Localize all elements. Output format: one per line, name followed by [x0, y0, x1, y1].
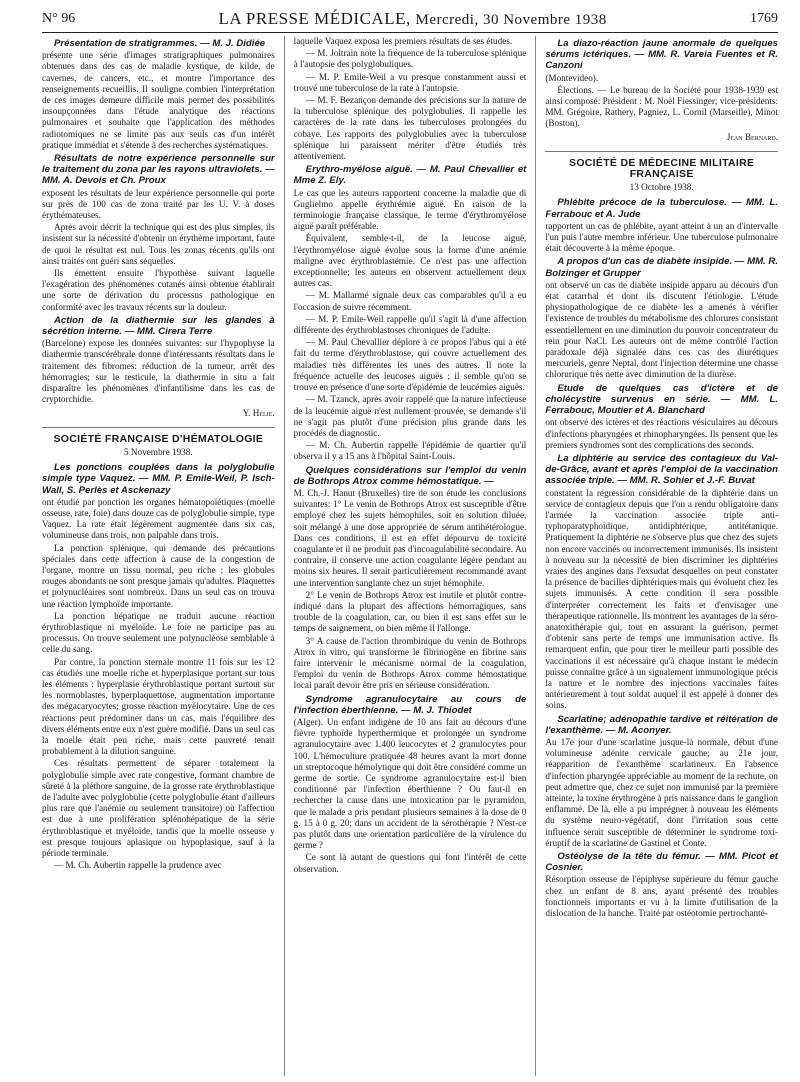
paragraph: — M. Tzanck, après avoir rappelé que la nature infectieuse de la leucémie aiguë n'est nullement prouvée, se demande s'il ne s'agit pas plutôt d'une précision plus grande dans les procédés de diagnostic. [293, 394, 527, 438]
article-title: Phlébite précoce de la tuberculose. — MM. L. Ferrabouc et A. Jude [545, 197, 779, 220]
page-header [42, 6, 778, 33]
article-title: Quelques considérations sur l'emploi du venin de Bothrops Atrox comme hémostatique. — [293, 464, 527, 487]
paragraph: M. Ch.-J. Hanut (Bruxelles) tire de son étude les conclusions suivantes: 1° Le venin de Bothrops Atrox est susceptible d'être employé chez les sujets hémophiles, soit en solution diluée, soit mélangé à une dose appropriée de sérum antihétérologue. Dans ces conditions, il est en effet dépourvu de toxicité coagulante et il ne produit pas d'incoagulabilité secondaire. Au contraire, il conserve une action coagulante légère pendant au moins six heures. Il serait particulièrement recommandé avant une intervention sanglante chez un sujet hémophile. [293, 487, 527, 588]
paragraph: (Montevideo). [545, 72, 599, 83]
article-title: Action de la diathermie sur les glandes à sécrétion interne. — MM. Cirera Terre [42, 314, 275, 338]
paragraph: La ponction splénique, qui demande des précautions spéciales dans cette affection à cause de la congestion de l'organe, montre un tissu normal, peu riche ; les globules rouges abondants ne sont presque jamais qu'adultes. Plaquettes et polynucléaires sont nombreux. Dans un seul cas on trouva une réaction lymphoïde importante. [42, 542, 275, 609]
paragraph: exposent les résultats de leur expérience personnelle qui porte sur près de 100 cas de zona traité par les U. V. à doses érythémateuses. [42, 187, 275, 221]
page-number: 1769 [750, 11, 778, 26]
paragraph: La ponction hépatique ne traduit aucune réaction érythroblastique ni myéloïde. Le foie ne participe pas au processus. On trouve seulement une polynucléose semblable à celle du sang. [42, 610, 275, 655]
issue-date: Mercredi, 30 Novembre 1938 [415, 12, 607, 28]
journal-title [218, 9, 606, 29]
paragraph: Ce sont là autant de questions qui font l'intérêt de cette observation. [293, 852, 527, 874]
article-title: Etude de quelques cas d'ictère et de cholécystite survenus en série. — MM. L. Ferrabouc, Moutier et A. Blanchard [545, 382, 779, 417]
article-title: Présentation de stratigrammes. — M. J. Didiée [54, 38, 266, 49]
article-title: La diphtérie au service des contagieux du Val-de-Grâce, avant et après l'emploi de la vaccination associée triple. — MM. R. Sohier et J.-F. Buvat [545, 452, 779, 487]
article-title: Résultats de notre expérience personnelle sur le traitement du zona par les rayons ultraviolets. — MM. A. Devois et Ch. Proux [42, 153, 275, 187]
section-heading: SOCIÉTÉ FRANÇAISE D'HÉMATOLOGIE [42, 427, 275, 445]
article-title: La diazo-réaction jaune anormale de quelques sérums ictériques. — MM. R. Vareia Fuentes et R. Canzoni [545, 38, 779, 72]
column-2 [284, 36, 536, 1076]
column-3 [535, 36, 778, 1076]
paragraph: présente une série d'images stratigraphiques pulmonaires obtenues dans des cas de maladie kystique, de kilde, de cavernes, de cancers, etc., et montre l'importance des renseignements recueillis. Il souligne combien l'interprétation de ces images demeure difficile mais permet des possibilités insoupçonnées dans l'étude analytique des réactions pulmonaires et souhaite que l'application des méthodes radiotomiques ne se limite pas aux seuls cas d'un intérêt pratique immédiat et s'étende à des recherches systématiques. [42, 50, 275, 150]
paragraph: — M. F. Bezançon demande des précisions sur la nature de la tuberculose splénique des polyglobulies. Il rappelle les caractères de la rate dans les tuberculoses prolongées du cobaye. Les rapports des polyglobulies avec la tuberculose splénique lui paraissent mériter d'être étudiés très attentivement. [293, 95, 527, 162]
article-title: A propos d'un cas de diabète insipide. — MM. R. Bolzinger et Grupper [545, 256, 779, 279]
signature: Y. Hélie. [242, 407, 275, 418]
section-date: 5 Novembre 1938. [124, 446, 193, 457]
article-title: Syndrome agranulocytaire au cours de l'infection éberthienne. — M. J. Thiodet [293, 693, 527, 716]
paragraph: Ces résultats permettent de séparer totalement la polyglobulie simple avec rate congestive, formant chambre de sûreté à la pléthore sanguine, de la grosse rate érythroblastique de l'adulte avec polyglobulie (cette polyglobulie étant d'ailleurs plus rare que l'anémie ou seulement transitoire) où l'affection est due à une prolifération splénohépatique de la série érythroblastique et myéloïde, tandis que la moelle osseuse y est presque toujours aplasique ou hypoplasique, sauf à la période terminale. [42, 758, 275, 859]
paragraph: — M. Ch. Aubertin rappelle l'épidémie de quartier qu'il observa il y a 15 ans à l'hôpital Saint-Louis. [293, 440, 527, 462]
paragraph: Au 17e jour d'une scarlatine jusque-là normale, début d'une volumineuse adénite cervicale gauche; au 21e jour, réapparition de l'exanthème scarlatineux. En l'absence d'infection pharyngée appréciable au moment de la rechute, on peut admettre que, chez ce sujet non immunisé par la première atteinte, la toxine érythrogène à pris naissance dans le ganglion enflammé. De là, elle a pu imprégner à nouveau les éléments du système neuro-végétatif, dont l'irritation sous cette influence serait susceptible de déterminer le syndrome toxi-éruptif de la scarlatine de Gastinel et Conte. [545, 736, 779, 848]
signature: Jean Bernard. [726, 131, 779, 142]
paragraph: Ils émettent ensuite l'hypothèse suivant laquelle l'exagération des phénomènes cutanés ainsi obtenue établirait une sorte de dérivation du processus pathologique en conformité avec les travaux récents sur la douleur. [42, 268, 275, 312]
paragraph: 2° Le venin de Bothrops Atrox est inutile et plutôt contre-indiqué dans la plupart des affections hémorragiques, sans trouble de la coagulation, car, ou bien il est sans effet sur le temps de saignement, ou bien même il l'allonge. [293, 589, 527, 634]
paragraph: — M. Mallarmé signale deux cas comparables qu'il a eu l'occasion de suivre récemment. [293, 290, 527, 312]
section-heading: SOCIÉTÉ DE MÉDECINE MILITAIRE FRANÇAISE [545, 151, 778, 180]
article-title: Ostéolyse de la tête du fémur. — MM. Picot et Cosnier. [545, 851, 779, 874]
paragraph: — M. Joltrain note la fréquence de la tuberculose splénique à l'autopsie des polyglobuliques. [293, 48, 527, 70]
paragraph: — M. Paul Chevallier déplore à ce propos l'abus qui a été fait du terme d'érythroblastose, qui couvre actuellement des maladies très différentes les unes des autres. Il note la fréquence actuelle des leucoses aiguës ; il semble qu'on se trouve en présence d'une sorte d'épidémie de leucémies aiguës. [293, 337, 527, 393]
issue-number: N° 96 [42, 11, 76, 26]
paragraph: Par contre, la ponction sternale montre 11 fois sur les 12 cas étudiés une moelle riche et hyperplasique portant sur tous les éléments : hyperplasie érythroblastique portant surtout sur les normoblastes, hyperplaquettose, augmentation importante des mégacaryocytes; grosse réaction myélocytaire. Une de ces réactions peut prédominer dans un cas, mais l'équilibre des divers éléments entre eux n'est guère modifié. Dans un seul cas la moelle était peu riche, mais cette pauvreté tenait probablement à la dilution sanguine. [42, 656, 275, 757]
column-1 [42, 36, 284, 1076]
article-title: Erythro-myélose aiguë. — M. Paul Chevallier et Mme Z. Ely. [293, 164, 527, 187]
paragraph: — M. P. Emile-Weil rappelle qu'il s'agit là d'une affection différente des érythroblastoses chroniques de l'adulte. [293, 313, 527, 336]
paragraph: (Barcelone) expose les données suivantes: sur l'hypophyse la diathermie transcérébrale donne d'intéressants résultats dans le traitement des fibromes: réduction de la tumeur, arrêt des hémorragies; sur le testicule, la diathermie in situ a fait disparaître les phénomènes d'infantilisme dans les cas de cryptorchidie. [42, 338, 275, 405]
paragraph: Élections. — Le bureau de la Société pour 1938-1939 est ainsi composé: Président : M. Noël Fiessinger; vice-présidents: MM. Grégoire, Rathery, Pagniez, L. Cornil (Marseille), Minot (Boston). [545, 84, 779, 129]
paragraph: Résorption osseuse de l'épiphyse supérieure du fémur gauche chez un enfant de 8 ans, ayant présenté des troubles fonctionnels importants et vu à la limite d'utilisation de la dislocation de la hanche. Traité par ostéotomie pertrochanté- [545, 874, 779, 919]
article-title: Les ponctions couplées dans la polyglobulie simple type Vaquez. — MM. P. Emile-Weil, P. Isch-Wall, S. Perlès et Asckenazy [42, 462, 275, 496]
paragraph: Équivalent, semble-t-il, de la leucose aiguë, l'érythromyélose aiguë évolue sous la forme d'une anémie maligne avec érythroblastémie. Ce n'est pas une affection exceptionnelle; les auteurs en observent actuellement deux autres cas. [293, 233, 527, 289]
paragraph: constatent la régression considérable de la diphtérie dans un service de contagieux depuis que l'on a rendu obligatoire dans l'armée la vaccination associée triple anti-typhoparatyphoïdique, antidiphtérique, antitétanique. Pratiquement la diphtérie ne s'observe plus que chez des sujets non encore vaccinés ou incorrectement immunisés. Ils insistent à nouveau sur la nécessité de bien discriminer les diphtéries vraies des angines dans l'exsudat desquelles on peut constater la présence de bacilles diphtériques mais qui évoluent chez les sujets immunisés. A cette condition il sera possible d'interpréter correctement les faits et d'envisager une thérapeutique rationnelle. Ils montrent les avantages de la séro-anatoxithérapie qui, tout en assurant la guérison, permet d'obtenir sans perte de temps une immunisation active. Ils remarquent enfin, que pour tirer le meilleur parti possible des vaccinations il est nécessaire qu'à chaque instant le médecin puisse connaître grâce à un signalement immunologique précis la nature et le nombre des injections vaccinales faites antérieurement à tout soldat auquel il est appelé à donner des soins. [545, 487, 779, 711]
paragraph: rapportent un cas de phlébite, ayant atteint à un an d'intervalle l'un puis l'autre membre inférieur. Une tuberculose pulmonaire était découverte à la même époque. [545, 220, 779, 254]
paragraph: — M. P. Emile-Weil a vu presque constamment aussi et trouvé une tuberculose de la rate à l'autopsie. [293, 71, 527, 93]
section-date: 13 Octobre 1938. [629, 182, 694, 193]
columns [42, 36, 778, 1076]
paragraph: ont observé un cas de diabète insipide apparu au décours d'un état catarrhal et dont ils discutent l'étiologie. L'étude physiopathologique de ce diabète les a amenés à vérifier l'existence de troubles du métabolisme des chlorures consistant essentiellement en une diminution du pouvoir concentrateur du rein pour NaCl. Les auteurs ont de même contrôlé l'action paradoxale déjà signalée dans ces cas des diurétiques mercuriels, genre Neptal, dont l'injection détermine une chasse chlorurique très nette avec diminution de la diurèse. [545, 279, 779, 380]
paragraph: — M. Ch. Aubertin rappelle la prudence avec [54, 860, 222, 871]
paragraph: Après avoir décrit la technique qui est des plus simples, ils insistent sur la nécessité d'obtenir un érythème important, faute de quoi le résultat est nul. Tous les zonas récents qu'ils ont ainsi traités ont guéri sans séquelles. [42, 222, 275, 266]
paragraph: ont étudié par ponction les organes hématopoïétiques (moelle osseuse, rate, foie) dans douze cas de polyglobulie simple, type Vaquez. La rate était légèrement augmentée dans six cas, volumineuse dans trois, non palpable dans trois. [42, 496, 275, 541]
paragraph: laquelle Vaquez exposa les premiers résultats de ses études. [293, 36, 513, 46]
paragraph: (Alger). Un enfant indigène de 10 ans fait au décours d'une fièvre typhoïde hyperthermique et prolongée un syndrome agranulocytaire avec 1.400 leucocytes et 2 granulocytes pour 100. L'hémoculture pratiquée 48 heures avant la mort donne un streptocoque hémolytique qui doit être considéré comme un germe de sortie. Ce syndrome agranulocytaire est-il bien conditionné par l'infection éberthienne ? Ou faut-il en rechercher la cause dans une intoxication par le pyramidon, que le malade a pris pendant plusieurs semaines à la dose de 0 g. 15 à 0 g. 20; dans un accident de la sérothérapie ? N'est-ce pas plutôt dans une orientation particulière de la virulence du germe ? [293, 716, 527, 851]
paragraph: Le cas que les auteurs rapportent concerne la maladie que di Guglielmo appelle érythrémie aiguë. En raison de la terminologie française classique, le terme d'érythromyélose aiguë paraît préférable. [293, 187, 527, 232]
paragraph: 3° A cause de l'action thrombinique du venin de Bothrops Atrox in vitro, qui transforme le fibrinogène en fibrine sans faire intervenir le mécanisme normal de la coagulation, l'emploi du venin de Bothrops Atrox comme hémostatique local paraît devoir être pris en sérieuse considération. [293, 635, 527, 691]
journal-name: LA PRESSE MÉDICALE, [218, 9, 411, 28]
paragraph: ont observé des ictères et des réactions vésiculaires au décours d'infections pharyngées et rhinopharyngées. Ils pensent que les premiers syndromes sont des complications des seconds. [545, 417, 779, 450]
article-title: Scarlatine; adénopathie tardive et réitération de l'exanthème. — M. Aconyer. [545, 713, 779, 736]
